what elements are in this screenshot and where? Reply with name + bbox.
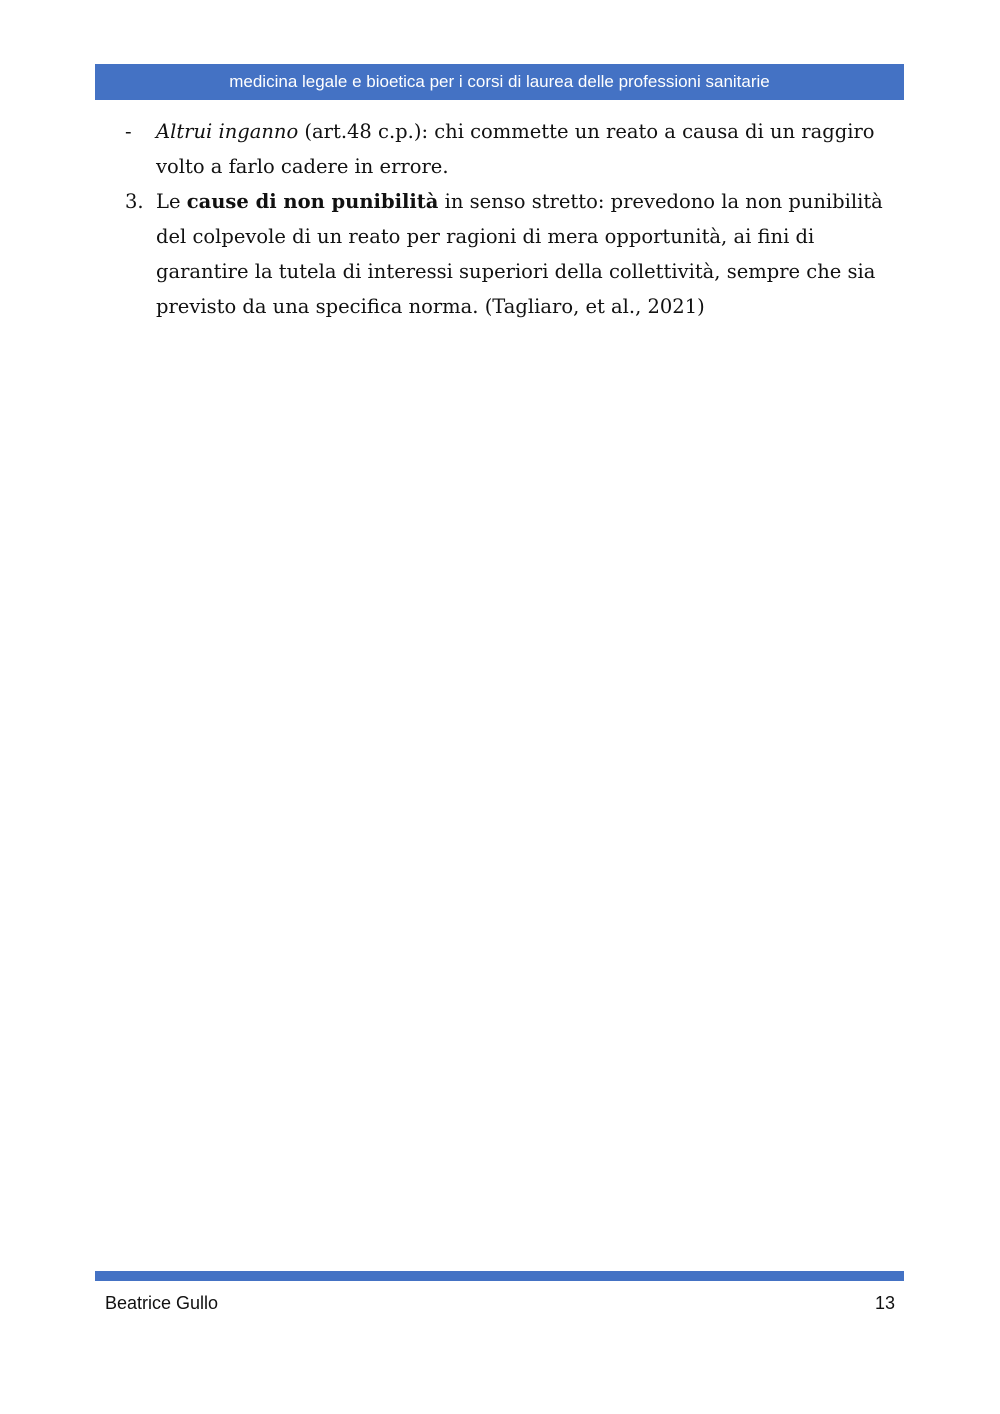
document-body [95,114,904,324]
list-item-text: (art.48 c.p.): chi commette un reato a causa di un raggiro volto a farlo cadere in errore. [156,120,875,178]
list-item-altrui-inganno [95,114,904,184]
list-item-cause-non-punibilita [95,184,904,324]
page-header [95,64,904,100]
header-title: medicina legale e bioetica per i corsi di laurea delle professioni sanitarie [229,72,770,91]
page-number: 13 [874,1293,895,1313]
list-dash-marker: - [125,120,132,143]
bold-term: cause di non punibilità [186,190,439,213]
footer-divider [95,1271,904,1281]
list-number-marker: 3. [125,190,144,213]
italic-term: Altrui inganno [156,120,299,143]
footer-author: Beatrice Gullo [105,1293,219,1313]
list-item-lead: Le [156,190,187,213]
list-item-text: in senso stretto: prevedono la non punibilità del colpevole di un reato per ragioni di mera opportunità, ai fini di garantire la tutela di interessi superiori della collettività, sempre che sia previsto da una specifica norma. (Tagliaro, et al., 2021) [156,190,883,318]
